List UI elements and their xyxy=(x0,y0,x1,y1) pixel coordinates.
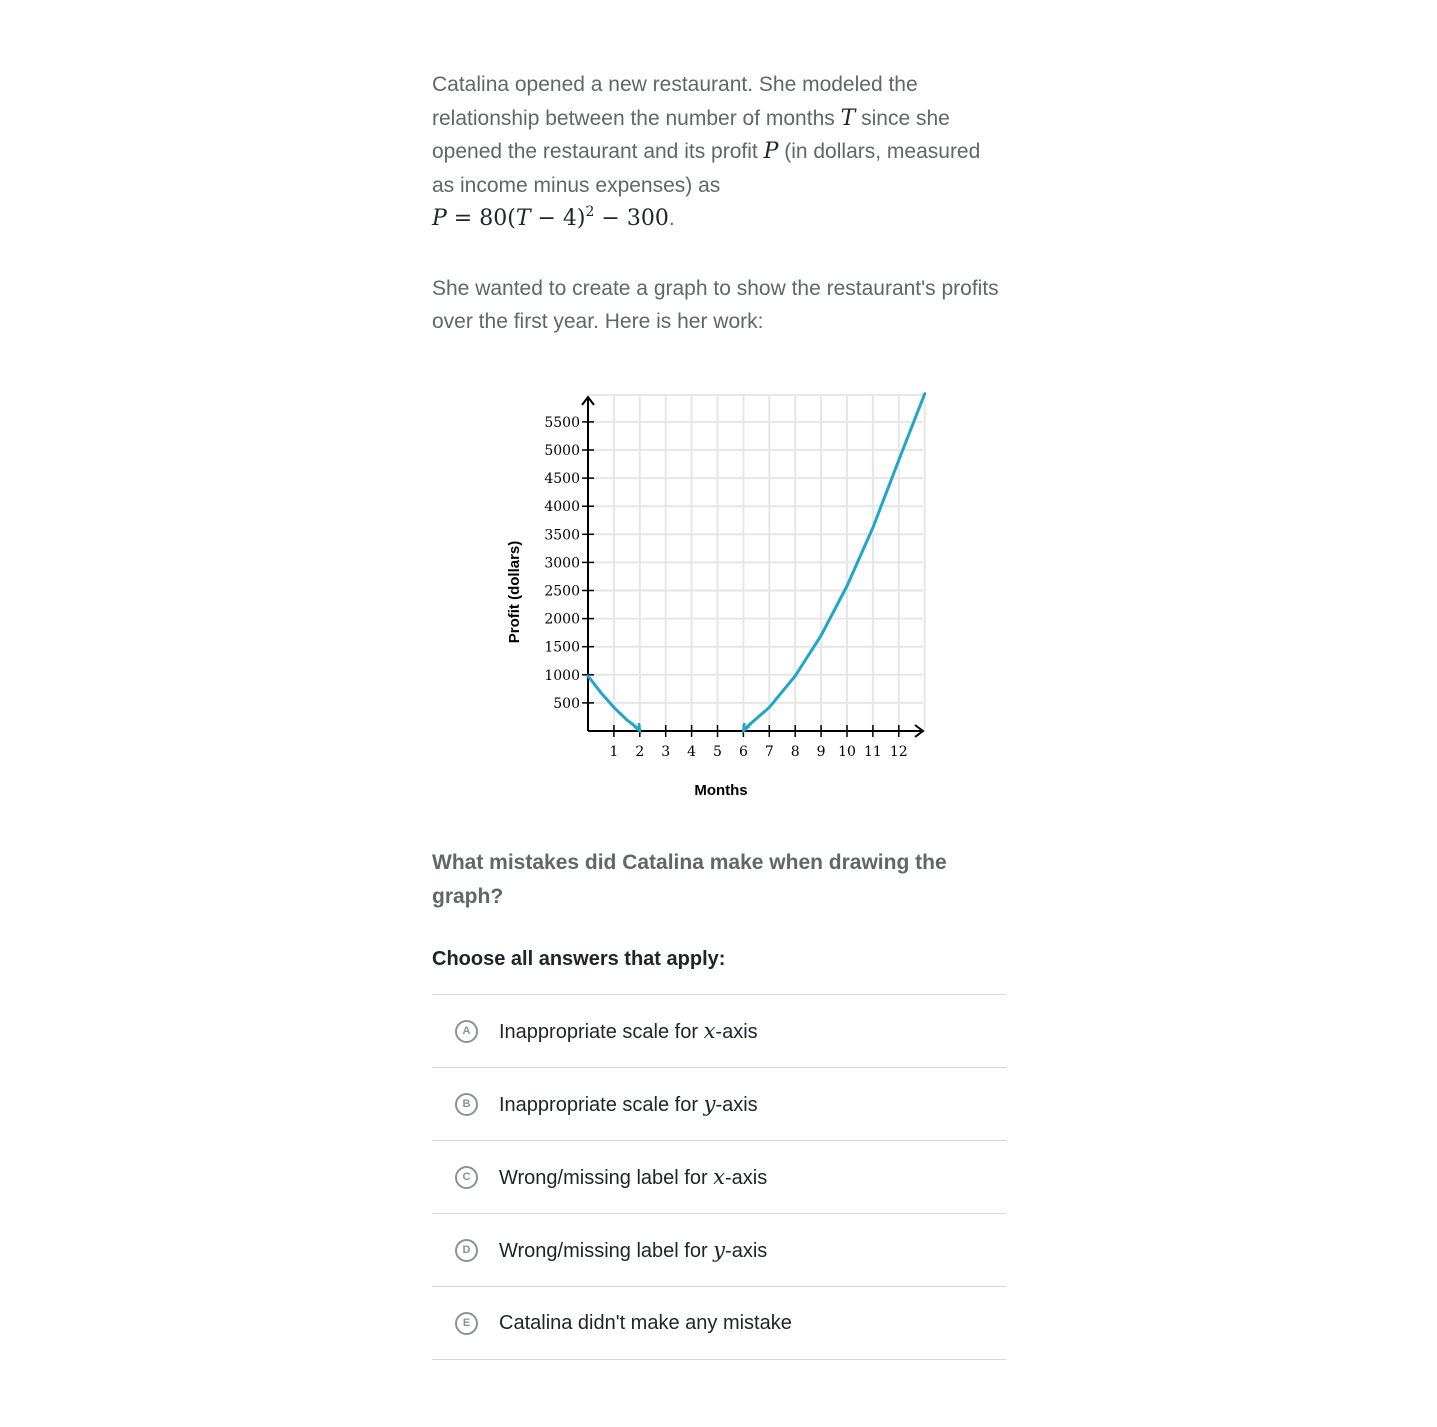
y-tick-label: 4000 xyxy=(544,499,580,516)
choice-label xyxy=(499,1019,758,1044)
question-text: What mistakes did Catalina make when drawing the graph? xyxy=(432,851,947,908)
choice-label-text: Catalina didn't make any mistake xyxy=(499,1311,792,1334)
choice-a[interactable] xyxy=(432,995,1006,1068)
problem-text-part: Catalina opened a new restaurant. She modeled the relationship between the number of months xyxy=(432,73,918,130)
x-tick-label: 5 xyxy=(713,744,722,760)
x-tick-label: 7 xyxy=(764,744,774,760)
equation xyxy=(432,204,669,231)
equation-part: = 80( xyxy=(446,206,516,231)
y-axis-label: Profit (dollars) xyxy=(506,540,523,644)
choice-label-suffix: -axis xyxy=(715,1020,758,1043)
x-tick-label: 2 xyxy=(635,744,645,760)
choice-label-text: Inappropriate scale for xyxy=(499,1093,704,1116)
y-tick-label: 3000 xyxy=(544,555,580,572)
y-tick-label: 4500 xyxy=(544,471,580,488)
y-tick-label: 2000 xyxy=(544,611,580,628)
choice-variable: x xyxy=(703,1018,716,1043)
y-tick-label: 2500 xyxy=(544,583,580,600)
x-tick-label: 9 xyxy=(816,744,826,760)
x-tick-label: 1 xyxy=(609,744,619,760)
variable-T: T xyxy=(840,105,856,131)
choice-letter-icon[interactable]: D xyxy=(455,1239,478,1262)
equation-T: T xyxy=(515,206,531,231)
choice-label xyxy=(499,1238,767,1263)
profit-graph xyxy=(495,385,940,810)
x-axis-label: Months xyxy=(694,782,748,799)
choice-variable: x xyxy=(713,1164,726,1189)
x-tick-label: 11 xyxy=(863,744,882,760)
choice-label xyxy=(499,1092,758,1117)
y-tick-label: 1000 xyxy=(544,667,580,684)
choice-label-text: Wrong/missing label for xyxy=(499,1239,714,1262)
choice-label-suffix: -axis xyxy=(725,1166,768,1189)
equation-period: . xyxy=(668,207,675,230)
choice-d[interactable] xyxy=(432,1214,1006,1287)
equation-part: − 4) xyxy=(530,206,586,231)
choice-letter-icon[interactable]: B xyxy=(455,1093,478,1116)
y-tick-label: 5000 xyxy=(544,443,580,459)
instruction-text: Choose all answers that apply: xyxy=(432,948,726,970)
answer-choices xyxy=(432,994,1006,1360)
choice-label-text: Inappropriate scale for xyxy=(499,1020,704,1043)
choice-label xyxy=(499,1312,792,1335)
problem-text-part: since she opened the restaurant and its profit xyxy=(432,106,950,163)
equation-part: − 300 xyxy=(594,206,669,231)
choice-b[interactable] xyxy=(432,1068,1006,1141)
x-tick-label: 8 xyxy=(790,744,800,760)
choice-c[interactable] xyxy=(432,1141,1006,1214)
choice-e[interactable] xyxy=(432,1287,1006,1360)
problem-text xyxy=(432,68,1006,339)
x-tick-label: 12 xyxy=(889,744,908,760)
y-tick-label: 3500 xyxy=(544,527,580,544)
choice-letter-icon[interactable]: C xyxy=(455,1166,478,1189)
y-tick-label: 5500 xyxy=(544,414,580,431)
problem-paragraph-2: She wanted to create a graph to show the restaurant's profits over the first year. Here is her work: xyxy=(432,276,999,333)
problem-paragraph-1 xyxy=(432,68,1006,236)
x-tick-label: 3 xyxy=(661,744,671,760)
y-tick-label: 500 xyxy=(553,695,580,712)
y-tick-label: 1500 xyxy=(544,639,580,656)
choice-variable: y xyxy=(713,1237,726,1262)
choice-label-suffix: -axis xyxy=(715,1093,758,1116)
choice-label-suffix: -axis xyxy=(725,1239,768,1262)
x-tick-label: 6 xyxy=(738,744,748,760)
choice-letter-icon[interactable]: A xyxy=(455,1020,478,1043)
variable-P: P xyxy=(763,139,779,164)
profit-chart-svg xyxy=(495,385,940,810)
x-tick-label: 4 xyxy=(687,744,697,760)
choice-variable: y xyxy=(703,1091,716,1116)
x-tick-label: 10 xyxy=(838,744,856,760)
choice-label-text: Wrong/missing label for xyxy=(499,1166,714,1189)
equation-P: P xyxy=(432,206,447,231)
choice-letter-icon[interactable]: E xyxy=(455,1312,478,1335)
problem-text-part: (in dollars, measured as income minus expenses) as xyxy=(432,140,981,197)
equation-exponent: 2 xyxy=(585,204,595,220)
choice-label xyxy=(499,1165,767,1190)
